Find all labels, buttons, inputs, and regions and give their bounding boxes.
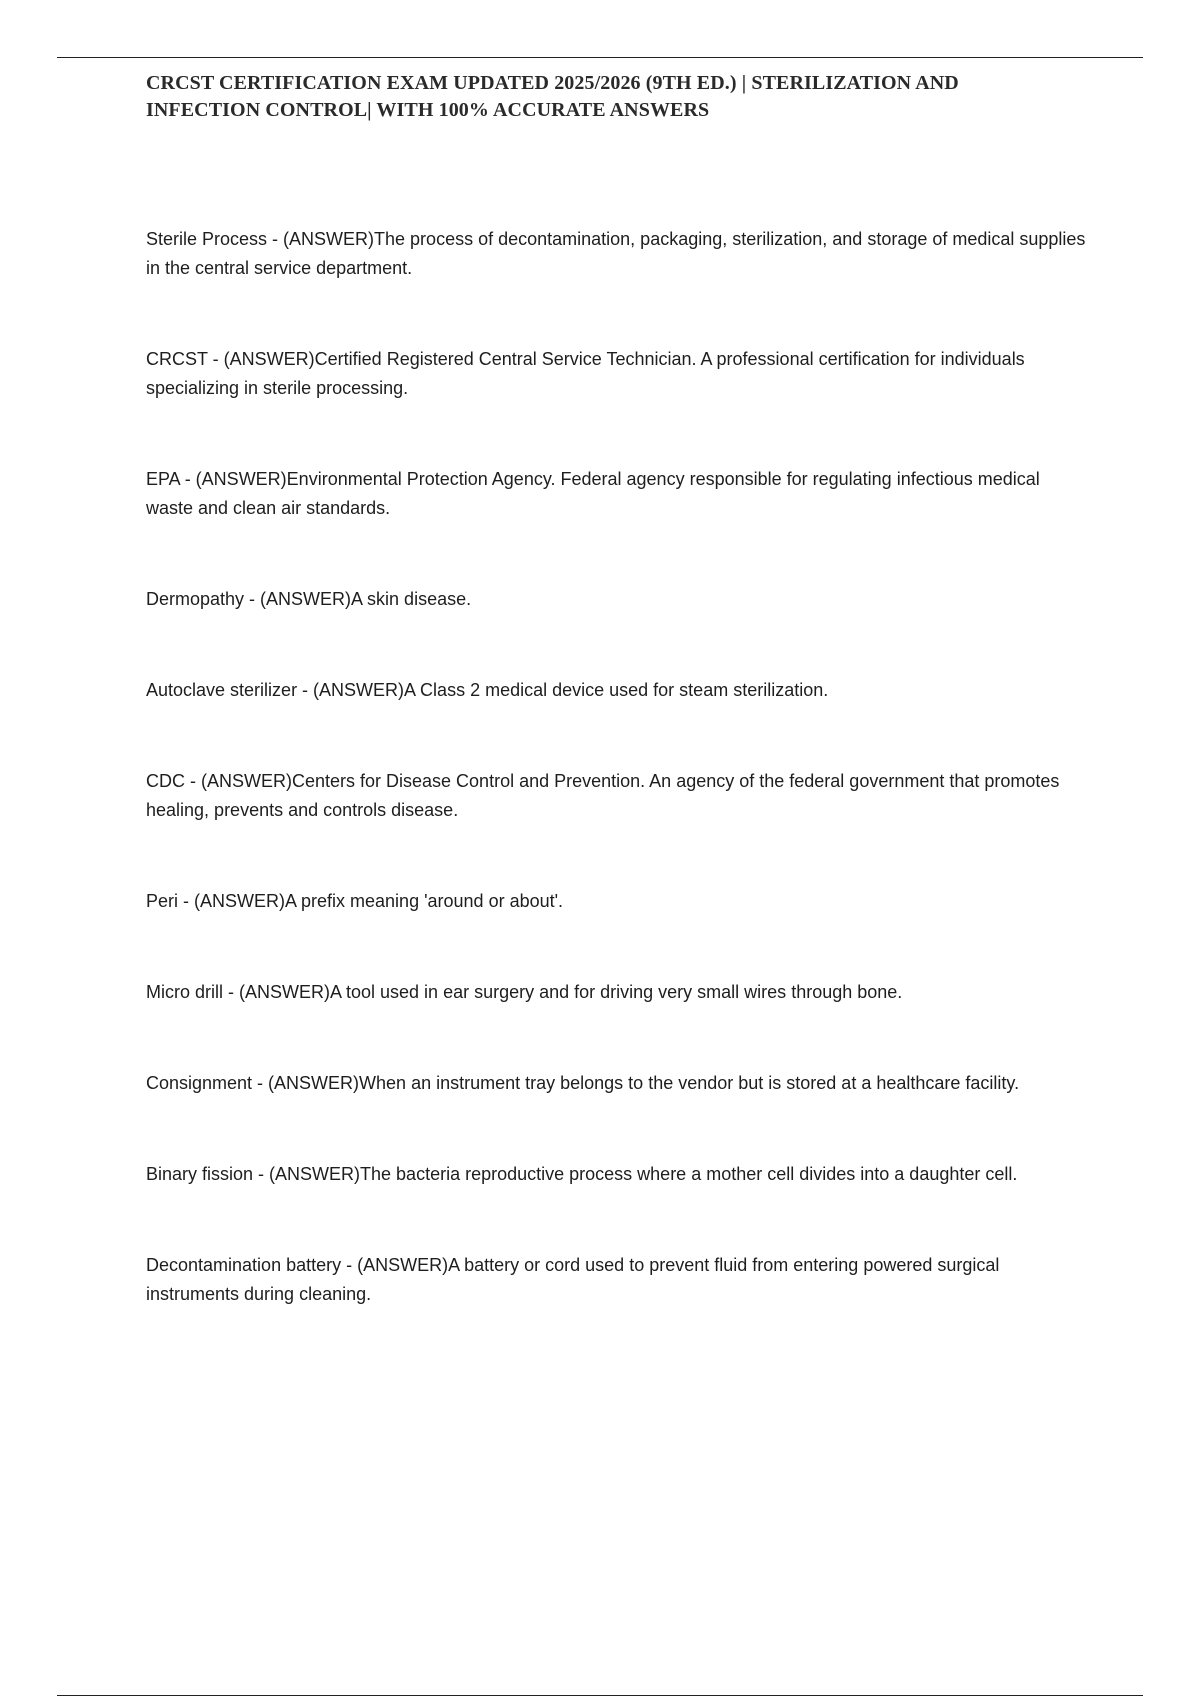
qa-entry: Sterile Process - (ANSWER)The process of decontamination, packaging, sterilization, and storage of medical supplies in the central service department. [146, 229, 1086, 278]
qa-entry: Micro drill - (ANSWER)A tool used in ear surgery and for driving very small wires through bone. [146, 982, 903, 1002]
top-rule [57, 57, 1143, 58]
qa-entry: CRCST - (ANSWER)Certified Registered Central Service Technician. A professional certification for individuals specializing in sterile processing. [146, 349, 1025, 398]
qa-entry: Decontamination battery - (ANSWER)A battery or cord used to prevent fluid from entering powered surgical instruments during cleaning. [146, 1255, 1000, 1304]
qa-list [146, 225, 1086, 1371]
qa-entry: CDC - (ANSWER)Centers for Disease Control and Prevention. An agency of the federal government that promotes healing, prevents and controls disease. [146, 771, 1060, 820]
document-title: CRCST CERTIFICATION EXAM UPDATED 2025/2026 (9TH ED.) | STERILIZATION AND INFECTION CONTROL| WITH 100% ACCURATE ANSWERS [146, 72, 959, 121]
qa-entry: Dermopathy - (ANSWER)A skin disease. [146, 589, 472, 609]
qa-entry: Peri - (ANSWER)A prefix meaning 'around or about'. [146, 891, 564, 911]
qa-entry: EPA - (ANSWER)Environmental Protection Agency. Federal agency responsible for regulating infectious medical waste and clean air standards. [146, 469, 1040, 518]
qa-entry: Autoclave sterilizer - (ANSWER)A Class 2 medical device used for steam sterilization. [146, 680, 829, 700]
bottom-rule [57, 1695, 1143, 1696]
qa-entry: Binary fission - (ANSWER)The bacteria reproductive process where a mother cell divides into a daughter cell. [146, 1164, 1018, 1184]
qa-entry: Consignment - (ANSWER)When an instrument tray belongs to the vendor but is stored at a healthcare facility. [146, 1073, 1020, 1093]
